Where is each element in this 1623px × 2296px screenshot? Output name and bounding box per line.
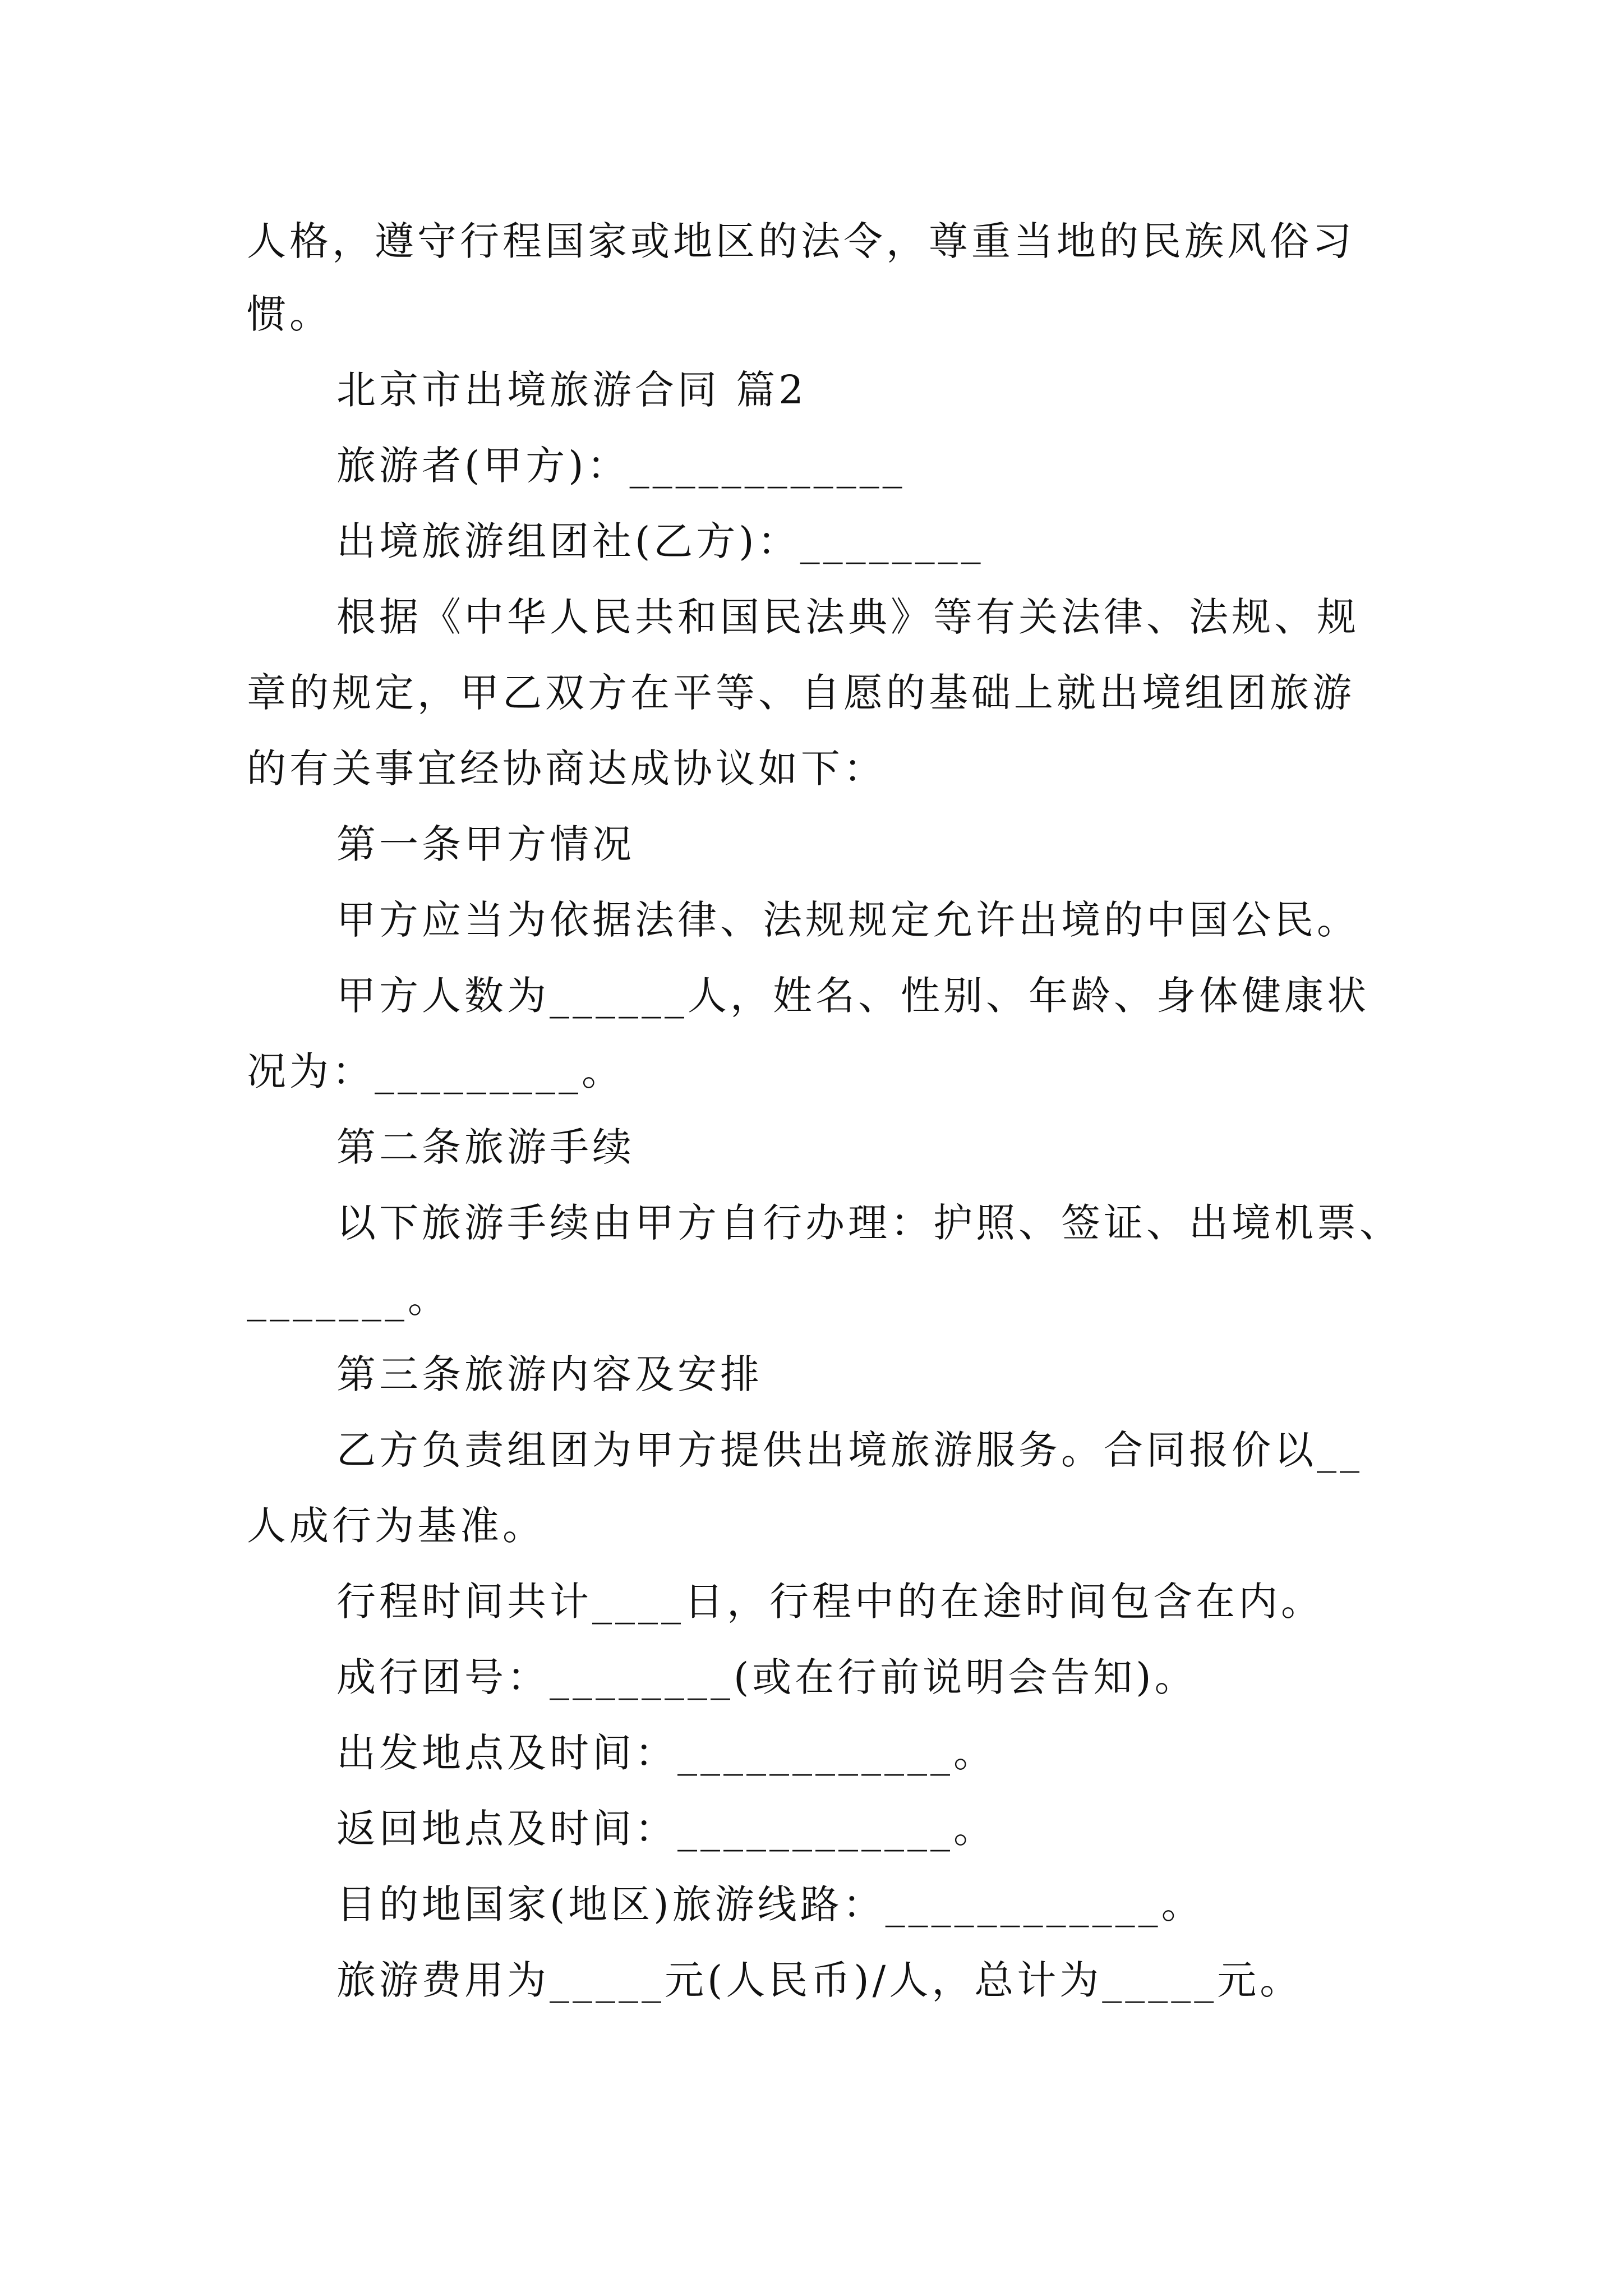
paragraph-line: 况为：_________。 [247, 1048, 624, 1094]
paragraph-line: 乙方负责组团为甲方提供出境旅游服务。合同报价以__ [336, 1427, 1363, 1473]
paragraph-line: 甲方人数为______人，姓名、性别、年龄、身体健康状 [336, 973, 1370, 1019]
paragraph-line: 行程时间共计____日，行程中的在途时间包含在内。 [336, 1579, 1324, 1625]
section-title: 北京市出境旅游合同 篇2 [336, 367, 807, 413]
paragraph-line: 章的规定，甲乙双方在平等、自愿的基础上就出境组团旅游 [247, 670, 1355, 716]
paragraph-line: 成行团号：________(或在行前说明会告知)。 [336, 1654, 1197, 1700]
paragraph-line: 返回地点及时间：____________。 [336, 1806, 996, 1852]
paragraph-line: 的有关事宜经协商达成协议如下： [247, 746, 886, 792]
paragraph-line: 目的地国家(地区)旅游线路：____________。 [336, 1881, 1204, 1927]
paragraph-line: 根据《中华人民共和国民法典》等有关法律、法规、规 [336, 594, 1359, 640]
agency-party-field: 出境旅游组团社(乙方)：________ [336, 518, 984, 564]
paragraph-line: 以下旅游手续由甲方自行办理：护照、签证、出境机票、 [336, 1200, 1402, 1246]
article-heading: 第二条旅游手续 [336, 1124, 635, 1170]
paragraph-line: 甲方应当为依据法律、法规规定允许出境的中国公民。 [336, 897, 1359, 943]
paragraph-line: 旅游费用为_____元(人民币)/人，总计为_____元。 [336, 1957, 1303, 2003]
paragraph-line: 出发地点及时间：____________。 [336, 1730, 996, 1776]
paragraph-line: _______。 [247, 1276, 450, 1322]
paragraph-line: 人格，遵守行程国家或地区的法令，尊重当地的民族风俗习 [247, 218, 1355, 264]
article-heading: 第三条旅游内容及安排 [336, 1351, 763, 1397]
paragraph-line: 人成行为基准。 [247, 1503, 545, 1549]
article-heading: 第一条甲方情况 [336, 821, 635, 867]
paragraph-line: 惯。 [247, 291, 332, 337]
traveler-party-field: 旅游者(甲方)：____________ [336, 443, 906, 489]
